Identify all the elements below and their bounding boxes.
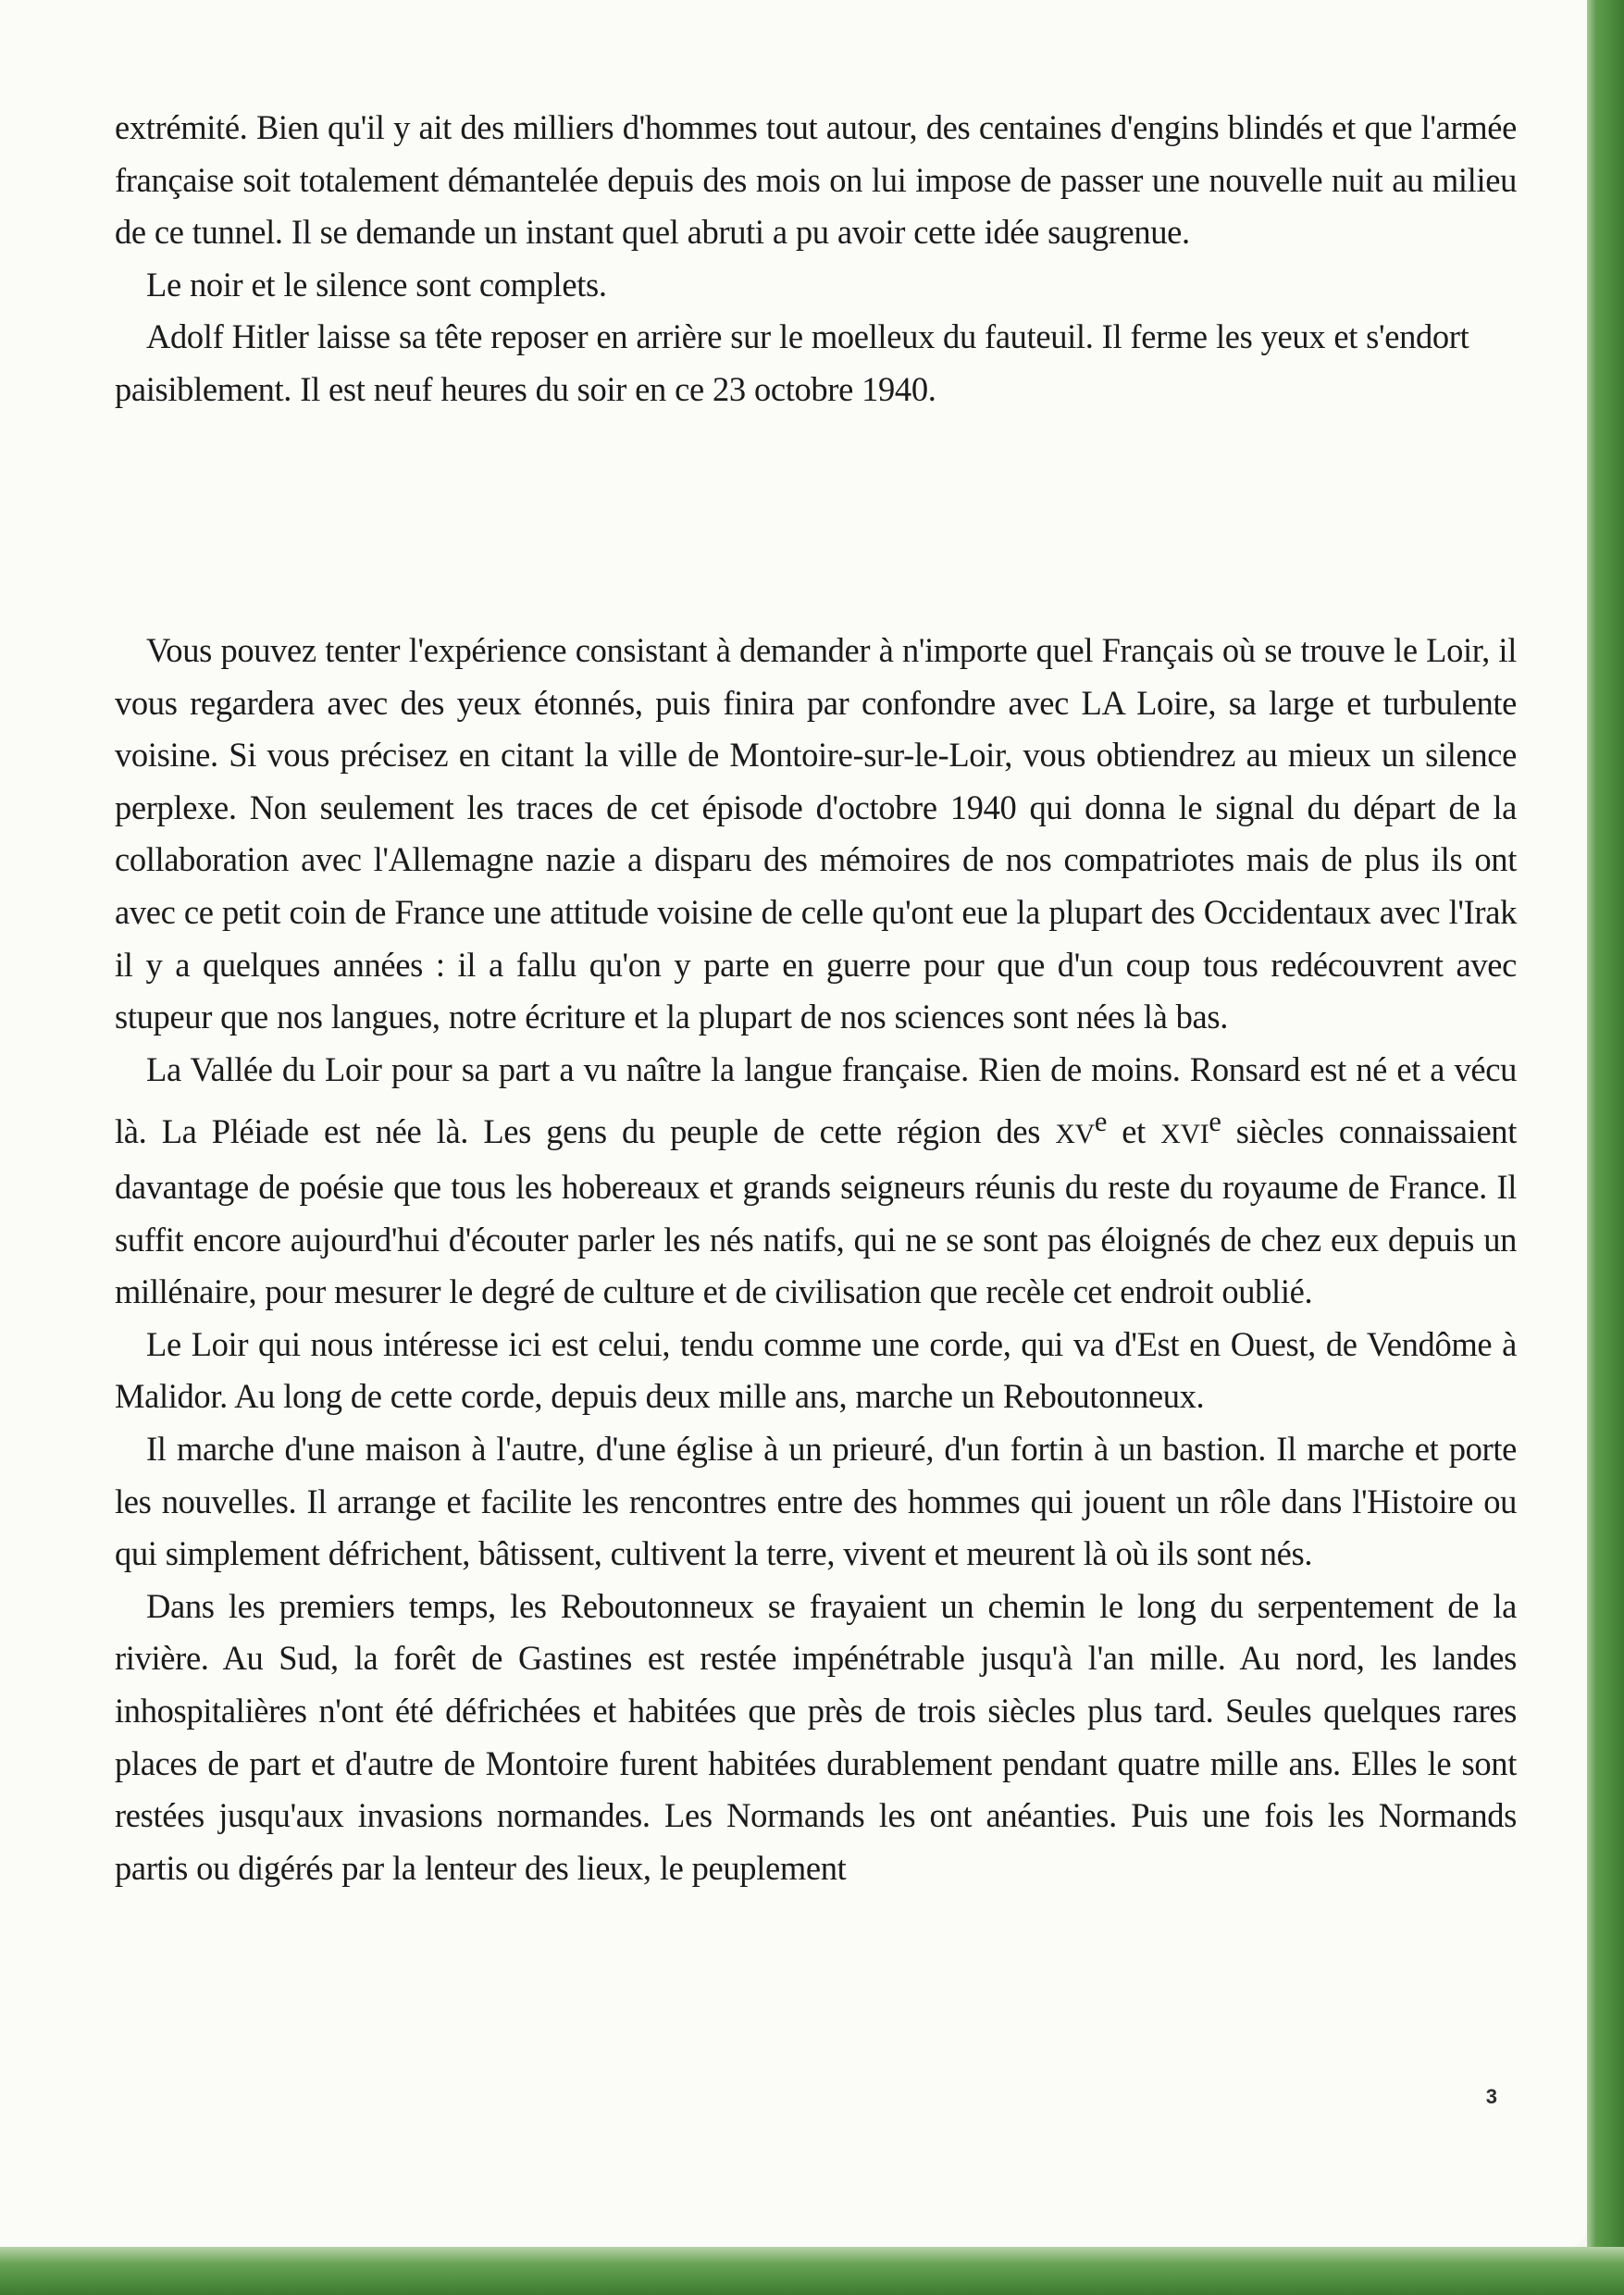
green-border-right [1587, 0, 1624, 2295]
page-number: 3 [1485, 2085, 1497, 2108]
paragraph-text: siècles connaissaient davantage de poésie que tous les hobereaux et grands seigneurs réunis du reste du royaume de France. Il suffit encore aujourd'hui d'écouter parler les nés natifs, qui ne se sont pas éloignés de chez eux depuis un millénaire, pour mesurer le degré de culture et de civilisation que recèle cet endroit oublié. [115, 1112, 1517, 1311]
century-numeral: XV [1055, 1119, 1095, 1150]
paragraph [115, 1044, 1517, 1319]
paragraph: Le Loir qui nous intéresse ici est celui, tendu comme une corde, qui va d'Est en Ouest, de Vendôme à Malidor. Au long de cette corde, depuis deux mille ans, marche un Reboutonneux. [115, 1324, 1517, 1416]
green-border-bottom [0, 2247, 1624, 2295]
paragraph: Il marche d'une maison à l'autre, d'une église à un prieuré, d'un fortin à un bastion. Il marche et porte les nouvelles. Il arrange et facilite les rencontres entre des hommes qui jouent un rôle dans l'Histoire ou qui simplement défrichent, bâtissent, cultivent la terre, vivent et meurent là où ils sont nés. [115, 1430, 1517, 1573]
paragraph-text: et [1107, 1112, 1161, 1151]
section-narrative-end [115, 102, 1517, 416]
century-numeral: XVI [1160, 1119, 1209, 1150]
superscript: e [1094, 1106, 1108, 1138]
section-loir-valley [115, 625, 1517, 1894]
superscript: e [1209, 1106, 1221, 1138]
paragraph: Adolf Hitler laisse sa tête reposer en arrière sur le moelleux du fauteuil. Il ferme les yeux et s'endort paisiblement. Il est neuf heures du soir en ce 23 octobre 1940. [115, 317, 1469, 408]
paragraph: Dans les premiers temps, les Reboutonneux se frayaient un chemin le long du serpentement de la rivière. Au Sud, la forêt de Gastines est restée impénétrable jusqu'à l'an mille. Au nord, les landes inhospitalières n'ont été défrichées et habitées que près de trois siècles plus tard. Seules quelques rares places de part et d'autre de Montoire furent habitées durablement pendant quatre mille ans. Elles le sont restées jusqu'aux invasions normandes. Les Normands les ont anéanties. Puis une fois les Normands partis ou digérés par la lenteur des lieux, le peuplement [115, 1586, 1517, 1887]
paragraph: Le noir et le silence sont complets. [146, 265, 607, 304]
paragraph-text: La Vallée du Loir pour sa part a vu naître la langue française. Rien de moins. Ronsard est né et a vécu là. La Pléiade est née là. Les gens du peuple de cette région des [115, 1049, 1517, 1151]
paragraph: Vous pouvez tenter l'expérience consistant à demander à n'importe quel Français où se trouve le Loir, il vous regardera avec des yeux étonnés, puis finira par confondre avec LA Loire, sa large et turbulente voisine. Si vous précisez en citant la ville de Montoire-sur-le-Loir, vous obtiendrez au mieux un silence perplexe. Non seulement les traces de cet épisode d'octobre 1940 qui donna le signal du départ de la collaboration avec l'Allemagne nazie a disparu des mémoires de nos compatriotes mais de plus ils ont avec ce petit coin de France une attitude voisine de celle qu'ont eue la plupart des Occidentaux avec l'Irak il y a quelques années : il a fallu qu'on y parte en guerre pour que d'un coup tous redécouvrent avec stupeur que nos langues, notre écriture et la plupart de nos sciences sont nées là bas. [115, 631, 1517, 1036]
paragraph: extrémité. Bien qu'il y ait des milliers d'hommes tout autour, des centaines d'engins blindés et que l'armée française soit totalement démantelée depuis des mois on lui impose de passer une nouvelle nuit au milieu de ce tunnel. Il se demande un instant quel abruti a pu avoir cette idée saugrenue. [115, 108, 1517, 252]
